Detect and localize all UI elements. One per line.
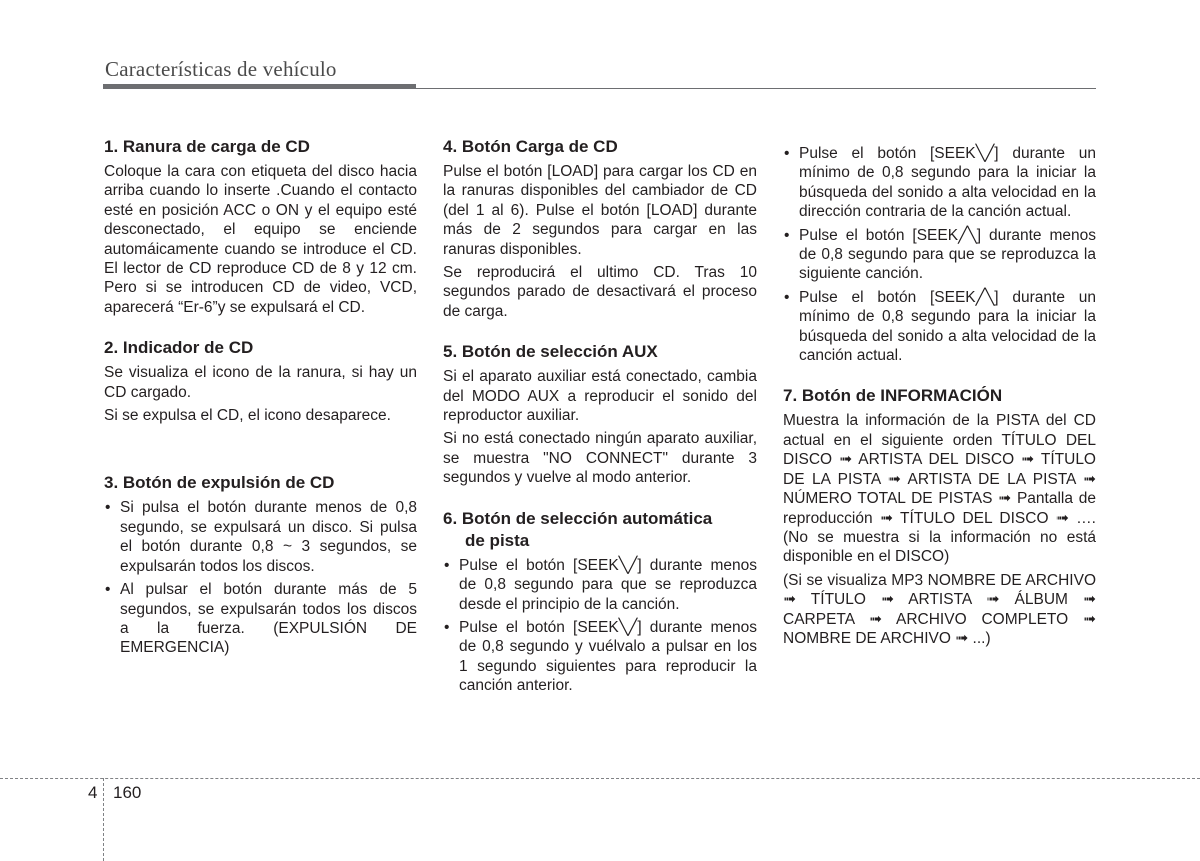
section-heading-line-1: 6. Botón de selección automática xyxy=(443,508,713,528)
paragraph: Coloque la cara con etiqueta del disco hacia arriba cuando lo inserte .Cuando el contacto esté en posición ACC o ON y el equipo esté desconectado, el equipo se enciende automáicamente cuando se introduce el CD. El lector de CD reproduce CD de 8 y 12 cm. Pero si se introducen CD de video, VCD, aparecerá “Er-6”y se expulsará el CD. xyxy=(104,163,417,316)
section-heading: 7. Botón de INFORMACIÓN xyxy=(783,386,1003,406)
paragraph: Muestra la información de la PISTA del CD actual en el siguiente orden TÍTULO DEL DISCO ➟ ARTISTA DEL DISCO ➟ TÍTULO DE LA PISTA ➟ ARTISTA DE LA PISTA ➟ NÚMERO TOTAL DE PISTAS ➟ Pantalla de reproducción ➟ TÍTULO DEL DISCO ➟ ….(No se muestra si la información no está disponible en el DISCO) xyxy=(783,412,1096,566)
paragraph: Se visualiza el icono de la ranura, si hay un CD cargado. xyxy=(104,364,417,401)
page-title: Características de vehículo xyxy=(105,57,337,81)
list-item: • Si pulsa el botón durante menos de 0,8 segundo, se expulsará un disco. Si pulsa el botón durante 0,8 ~ 3 segundos, se expulsarán todos los discos. xyxy=(104,498,417,576)
header-rule-thin xyxy=(416,88,1096,89)
list-item: • Pulse el botón [SEEK╲╱] durante un mínimo de 0,8 segundo para la iniciar la búsqueda del sonido a alta velocidad en la dirección contraria de la canción actual. xyxy=(783,144,1096,222)
paragraph: (Si se visualiza MP3 NOMBRE DE ARCHIVO ➟ TÍTULO ➟ ARTISTA ➟ ÁLBUM ➟ CARPETA ➟ ARCHIVO COMPLETO ➟ NOMBRE DE ARCHIVO ➟ ...) xyxy=(783,571,1096,647)
list-item: • Al pulsar el botón durante más de 5 segundos, se expulsarán todos los discos a la fuerza. (EXPULSIÓN DE EMERGENCIA) xyxy=(104,580,417,658)
section-heading: 1. Ranura de carga de CD xyxy=(104,137,310,156)
footer-rule xyxy=(0,778,1200,779)
column-middle xyxy=(443,136,757,700)
column-left xyxy=(104,136,417,662)
section-heading: 3. Botón de expulsión de CD xyxy=(104,473,335,493)
paragraph: Si se expulsa el CD, el icono desaparece. xyxy=(104,407,391,425)
paragraph: Si no está conectado ningún aparato auxiliar, se muestra "NO CONNECT" durante 3 segundos y vuelve al modo anterior. xyxy=(443,430,757,487)
paragraph: Si el aparato auxiliar está conectado, cambia del MODO AUX a reproducir el sonido del reproductor auxiliar. xyxy=(443,368,757,425)
list-item: • Pulse el botón [SEEK╱╲] durante un mínimo de 0,8 segundo para la iniciar la búsqueda del sonido a alta velocidad de la canción actual. xyxy=(783,288,1096,366)
list-item: • Pulse el botón [SEEK╲╱] durante menos de 0,8 segundo para que se reproduzca desde el principio de la canción. xyxy=(443,556,757,614)
section-heading xyxy=(443,508,757,552)
section-heading: 5. Botón de selección AUX xyxy=(443,342,658,362)
header-rule-thick xyxy=(103,84,416,89)
bullet-list xyxy=(104,498,417,657)
page-number: 160 xyxy=(113,783,142,802)
bullet-list xyxy=(783,144,1096,365)
paragraph: Se reproducirá el ultimo CD. Tras 10 segundos parado de desactivará el proceso de carga. xyxy=(443,264,757,320)
chapter-number: 4 xyxy=(88,783,98,802)
section-heading: 4. Botón Carga de CD xyxy=(443,137,618,156)
bullet-list xyxy=(443,556,757,696)
list-item: • Pulse el botón [SEEK╲╱] durante menos de 0,8 segundo y vuélvalo a pulsar en los 1 segundo siguientes para reproducir la canción anterior. xyxy=(443,618,757,696)
section-heading: 2. Indicador de CD xyxy=(104,338,254,358)
section-heading-line-2: de pista xyxy=(465,530,530,550)
list-item: • Pulse el botón [SEEK╱╲] durante menos de 0,8 segundo para que se reproduzca la siguiente canción. xyxy=(783,226,1096,284)
column-right xyxy=(783,144,1096,652)
paragraph: Pulse el botón [LOAD] para cargar los CD en la ranuras disponibles del cambiador de CD (del 1 al 6). Pulse el botón [LOAD] durante más de 2 segundos para cargar en las ranuras disponibles. xyxy=(443,163,757,258)
footer-margin-rule xyxy=(103,778,104,861)
